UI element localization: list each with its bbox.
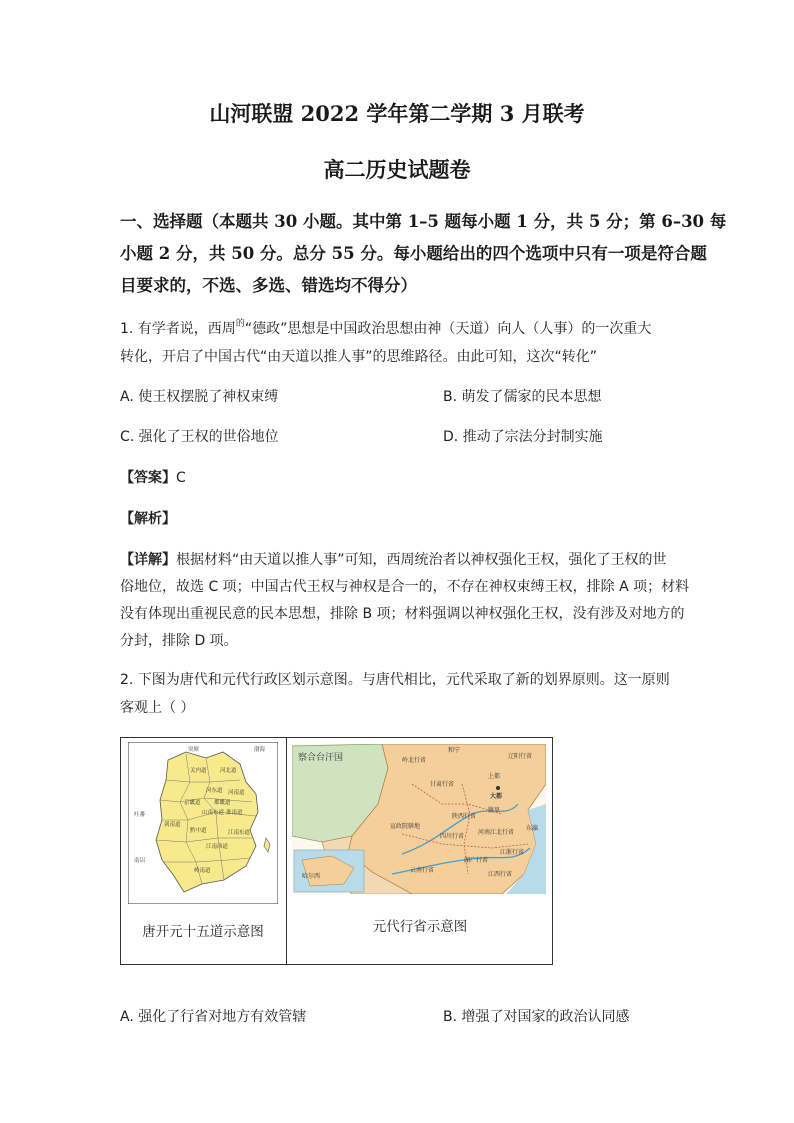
q1-stem-post: “德政”思想是中国政治思想由神（天道）向人（人事）的一次重大 <box>244 321 652 337</box>
yuan-label-7: 陕西行省 <box>452 813 477 820</box>
section-instruction-line-2: 小题 2 分，共 50 分。总分 55 分。每小题给出的四个选项中只有一项是符合题 <box>120 244 707 263</box>
tang-label-10: 吐蕃 <box>134 812 146 818</box>
q2-option-b[interactable]: B. 增强了对国家的政治认同感 <box>443 1009 630 1025</box>
q1-option-c[interactable]: C. 强化了王权的世俗地位 <box>120 429 279 445</box>
q1-stem-sup: 的 <box>235 319 245 329</box>
yuan-label-16: 东瀛 <box>526 825 539 832</box>
tang-label-7: 京畿道 <box>184 800 201 806</box>
section-instruction-line-1: 一、选择题（本题共 30 小题。其中第 1–5 题每小题 1 分，共 5 分；第 6–30 每 <box>120 212 727 231</box>
q1-answer <box>120 467 186 487</box>
yuan-label-2: 上都 <box>488 773 501 780</box>
tang-label-8: 山南东道 <box>202 810 225 816</box>
q1-option-a[interactable]: A. 使王权摆脱了神权束缚 <box>120 389 279 405</box>
q1-detail-line-1 <box>120 549 667 569</box>
yuan-label-4: 岭北行省 <box>402 757 427 764</box>
yuan-label-15: 云南行省 <box>410 867 435 874</box>
q2-option-a[interactable]: A. 强化了行省对地方有效管辖 <box>120 1009 307 1025</box>
answer-label: 【答案】 <box>120 470 176 486</box>
tang-label-16: 南诏 <box>134 858 146 864</box>
q2-stem-line-1: 2. 下图为唐代和元代行政区划示意图。与唐代相比，元代采取了新的划界原则。这一原则 <box>120 672 670 688</box>
tang-label-4: 河东道 <box>206 788 223 794</box>
tang-label-12: 黔中道 <box>190 828 207 834</box>
analysis-label: 【解析】 <box>120 511 176 527</box>
tang-label-14: 江南东道 <box>228 830 251 836</box>
tang-label-0: 突厥 <box>188 747 200 753</box>
yuan-label-13: 江浙行省 <box>500 849 525 856</box>
yuan-label-14: 江西行省 <box>488 871 513 878</box>
tang-label-15: 岭南道 <box>194 868 211 874</box>
tang-map-caption: 唐开元十五道示意图 <box>142 924 264 940</box>
yuan-label-12: 湖广行省 <box>464 857 489 864</box>
yuan-map <box>292 744 546 894</box>
yuan-label-3: 大都 <box>490 793 503 800</box>
tang-label-1: 渤海 <box>254 747 266 753</box>
exam-title: 山河联盟 2022 学年第二学期 3 月联考 <box>209 101 585 126</box>
tang-label-9: 淮南道 <box>226 810 243 816</box>
yuan-label-10: 宣政院辖地 <box>390 823 421 830</box>
q1-stem-pre: 1. 有学者说，西周 <box>120 321 236 337</box>
tang-map <box>128 742 278 904</box>
tang-label-11: 剑南道 <box>164 822 181 828</box>
section-instruction-line-3: 目要求的，不选、多选、错选均不得分） <box>120 276 417 295</box>
tang-label-5: 河南道 <box>228 790 245 796</box>
yuan-label-9: 河南江北行省 <box>478 829 515 836</box>
q1-stem-line-1 <box>120 316 651 338</box>
dadu-marker <box>496 786 500 790</box>
exam-subtitle: 高二历史试题卷 <box>323 157 471 182</box>
yuan-label-5: 辽阳行省 <box>508 753 533 760</box>
detail-label: 【详解】 <box>120 552 176 568</box>
q1-option-d[interactable]: D. 推动了宗法分封制实施 <box>443 429 603 445</box>
q1-detail-line-4: 分封，排除 D 项。 <box>120 633 238 649</box>
q1-stem-line-2: 转化，开启了中国古代“由天道以推人事”的思维路径。由此可知，这次“转化” <box>120 349 598 365</box>
detail-text-1: 根据材料“由天道以推人事”可知，西周统治者以神权强化王权，强化了王权的世 <box>176 552 667 568</box>
tang-label-2: 关内道 <box>190 768 207 774</box>
answer-value: C <box>176 470 186 486</box>
yuan-label-1: 和宁 <box>448 747 461 754</box>
q1-detail-line-2: 俗地位，故选 C 项；中国古代王权与神权是合一的，不存在神权束缚王权，排除 A 项；材料 <box>120 579 690 595</box>
tang-label-3: 河北道 <box>220 768 237 774</box>
q2-stem-line-2: 客观上（ ） <box>120 700 195 716</box>
q1-detail-line-3: 没有体现出重视民意的民本思想，排除 B 项；材料强调以神权强化王权，没有涉及对地方的 <box>120 606 685 622</box>
yuan-map-caption: 元代行省示意图 <box>372 919 468 935</box>
tang-label-6: 都畿道 <box>214 800 231 806</box>
yuan-label-11: 四川行省 <box>440 833 465 840</box>
tang-label-13: 江南西道 <box>206 844 229 850</box>
yuan-label-0: 察合台汗国 <box>298 753 344 763</box>
yuan-label-17: 哈尔西 <box>302 873 321 880</box>
yuan-label-6: 甘肃行省 <box>430 781 455 788</box>
q1-option-b[interactable]: B. 萌发了儒家的民本思想 <box>443 389 602 405</box>
yuan-label-8: 腹里 <box>488 807 501 814</box>
